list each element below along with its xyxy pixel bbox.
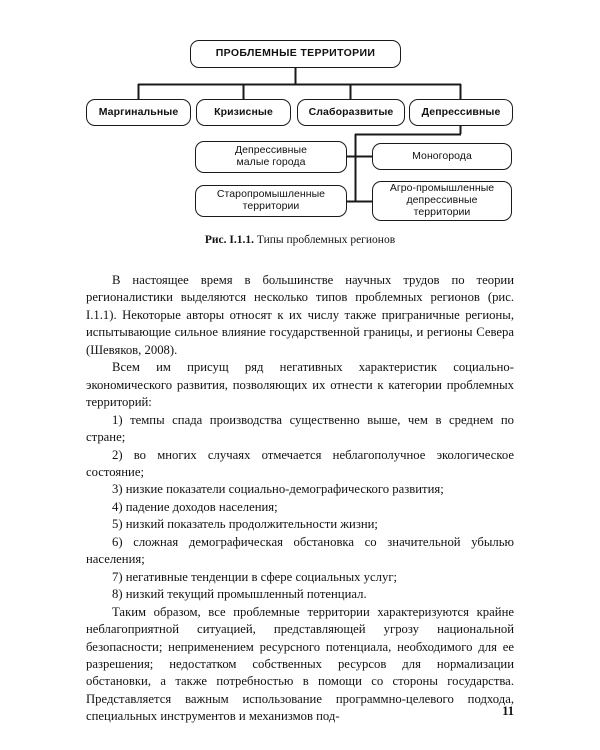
figure-caption [0,234,600,246]
figure-block [0,0,600,262]
body-paragraph: Всем им присущ ряд негативных характеристик социально-экономического развития, позволяющих их отнести к категории проблемных территорий: [86,360,514,410]
diagram-node-agro-industrial-depressive: Агро-промышленные депрессивные территории [372,181,512,221]
diagram-node-depressive-small-towns: Депрессивные малые города [195,141,347,173]
figure-caption-number: Рис. I.1.1. [204,234,254,246]
diagram-node-marginal: Маргинальные [86,99,191,126]
body-list-item: 2) во многих случаях отмечается неблагополучное экологическое состояние; [86,447,514,479]
body-list-item: 8) низкий текущий промышленный потенциал. [112,587,367,602]
body-list-item: 3) низкие показатели социально-демографического развития; [112,482,444,497]
diagram-node-monotowns: Моногорода [372,143,512,170]
body-list-item: 1) темпы спада производства существенно выше, чем в среднем по стране; [86,412,514,445]
diagram-node-old-industrial: Старопромышленные территории [195,185,347,217]
page-number: 11 [502,704,514,718]
body-list-item: 5) низкий показатель продолжительности жизни; [112,517,378,532]
body-paragraph: Таким образом, все проблемные территории характеризуются крайне неблагоприятной ситуацией, представляющей угрозу национальной безопасности; неприменением ресурсного потенциала, необходимого для ее разрешения; недостатком собственных ресурсов для нормализации обстановки, а также потребностью в помощи со стороны государства. Представляется важным использование программно-целевого подхода, специальных инструментов и механизмов под- [86,604,514,724]
figure-caption-text: Типы проблемных регионов [253,234,396,246]
diagram-node-crisis: Кризисные [196,99,291,126]
diagram-node-root: ПРОБЛЕМНЫЕ ТЕРРИТОРИИ [190,40,401,68]
diagram-node-depressive: Депрессивные [409,99,513,126]
body-list-item: 4) падение доходов населения; [112,499,278,514]
diagram-node-underdeveloped: Слаборазвитые [297,99,405,126]
body-paragraph: В настоящее время в большинстве научных трудов по теории регионалистики выделяются несколько типов проблемных регионов (рис. I.1.1). Некоторые авторы относят к их числу также приграничные регионы, испытывающие сильное влияние государственной границы, и регионы Севера (Шевяков, 2008). [86,273,514,357]
body-list-item: 7) негативные тенденции в сфере социальных услуг; [112,569,398,584]
body-text-column [86,272,514,726]
body-list-item: 6) сложная демографическая обстановка со значительной убылью населения; [86,534,514,567]
